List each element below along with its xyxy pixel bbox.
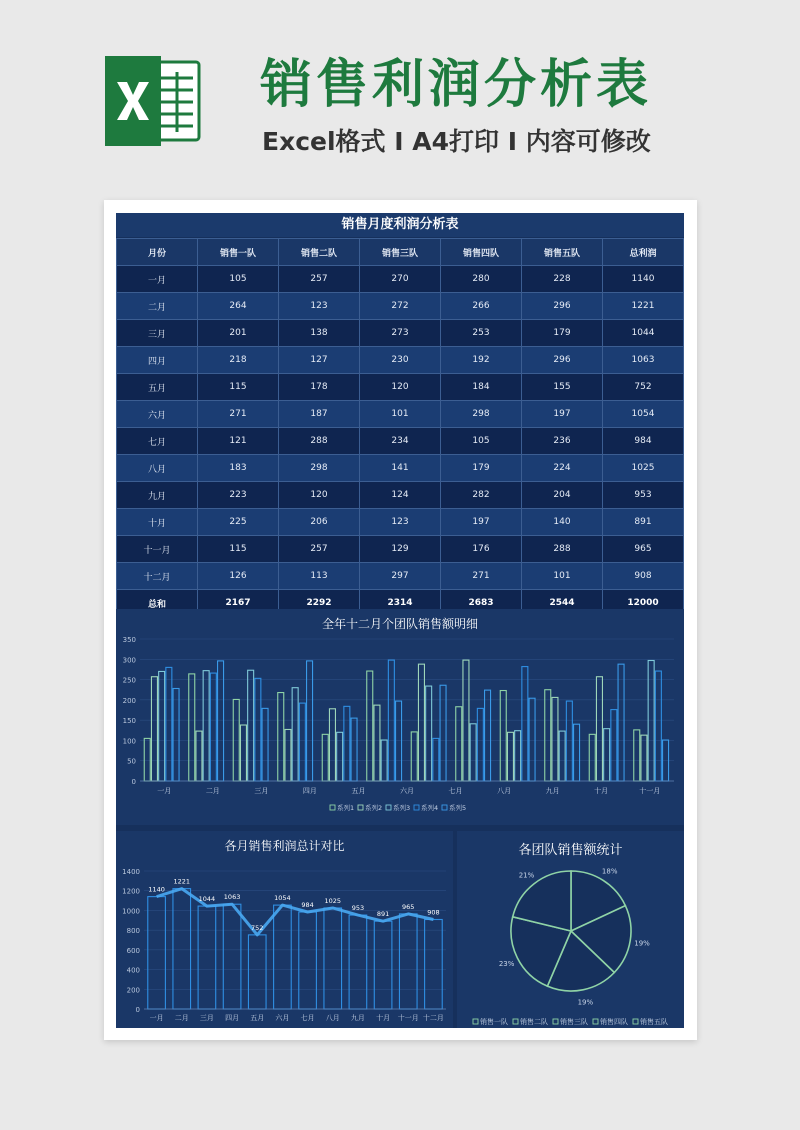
table-row bbox=[117, 347, 684, 374]
table-cell: 101 bbox=[522, 563, 603, 590]
table-cell: 126 bbox=[198, 563, 279, 590]
data-label: 965 bbox=[402, 902, 415, 911]
total-bar bbox=[248, 935, 266, 1009]
x-tick-label: 二月 bbox=[174, 1014, 189, 1022]
y-tick-label: 1000 bbox=[122, 907, 140, 916]
y-tick-label: 100 bbox=[122, 737, 136, 746]
bar-2 bbox=[641, 735, 647, 781]
excel-logo-icon bbox=[103, 56, 201, 146]
table-cell: 五月 bbox=[117, 374, 198, 401]
table-cell: 270 bbox=[360, 266, 441, 293]
bar-5 bbox=[307, 661, 313, 781]
x-tick-label: 九月 bbox=[350, 1014, 365, 1022]
table-cell: 1063 bbox=[603, 347, 684, 374]
table-cell: 六月 bbox=[117, 401, 198, 428]
page-subtitle: Excel格式 I A4打印 I 内容可修改 bbox=[262, 127, 651, 156]
bar-1 bbox=[411, 732, 417, 781]
team-pie-chart-box bbox=[457, 831, 684, 1028]
bar-3 bbox=[203, 671, 209, 781]
header bbox=[0, 0, 800, 200]
table-cell: 223 bbox=[198, 482, 279, 509]
column-header: 销售一队 bbox=[198, 239, 279, 266]
line-chart-title: 各月销售利润总计对比 bbox=[224, 839, 345, 853]
bar-4 bbox=[566, 701, 572, 781]
table-cell: 1221 bbox=[603, 293, 684, 320]
y-tick-label: 0 bbox=[131, 778, 136, 786]
table-cell: 二月 bbox=[117, 293, 198, 320]
legend-label: 销售四队 bbox=[600, 1018, 628, 1026]
y-tick-label: 350 bbox=[122, 636, 136, 644]
table-cell: 280 bbox=[441, 266, 522, 293]
table-cell: 272 bbox=[360, 293, 441, 320]
x-tick-label: 十月 bbox=[376, 1014, 391, 1022]
bar-4 bbox=[655, 671, 661, 781]
page-title: 销售利润分析表 bbox=[260, 55, 653, 115]
bar-5 bbox=[485, 690, 491, 781]
table-cell: 1140 bbox=[603, 266, 684, 293]
table-cell: 115 bbox=[198, 374, 279, 401]
bar-2 bbox=[463, 660, 469, 781]
x-tick-label: 一月 bbox=[149, 1014, 164, 1022]
table-cell: 123 bbox=[279, 293, 360, 320]
table-cell: 257 bbox=[279, 536, 360, 563]
total-bar bbox=[198, 906, 216, 1009]
total-cell: 2167 bbox=[198, 590, 279, 617]
table-cell: 206 bbox=[279, 509, 360, 536]
table-cell: 七月 bbox=[117, 428, 198, 455]
bar-2 bbox=[151, 677, 157, 781]
table-cell: 197 bbox=[522, 401, 603, 428]
table-cell: 253 bbox=[441, 320, 522, 347]
legend-swatch bbox=[386, 805, 391, 810]
pie-percent-label: 19% bbox=[634, 939, 650, 948]
total-bar bbox=[349, 915, 367, 1009]
data-label: 1140 bbox=[148, 885, 165, 894]
y-tick-label: 1200 bbox=[122, 887, 140, 896]
x-tick-label: 七月 bbox=[300, 1014, 315, 1022]
bar-3 bbox=[470, 724, 476, 781]
table-cell: 140 bbox=[522, 509, 603, 536]
table-cell: 105 bbox=[198, 266, 279, 293]
bar-3 bbox=[604, 729, 610, 781]
table-cell: 123 bbox=[360, 509, 441, 536]
team-pie-chart bbox=[457, 831, 684, 1028]
data-label: 1221 bbox=[173, 877, 191, 886]
data-label: 891 bbox=[376, 910, 390, 919]
legend-label: 系列1 bbox=[337, 804, 355, 812]
x-tick-label: 三月 bbox=[199, 1014, 214, 1022]
x-tick-label: 五月 bbox=[351, 787, 366, 795]
legend-swatch bbox=[330, 805, 335, 810]
table-row bbox=[117, 563, 684, 590]
table-cell: 230 bbox=[360, 347, 441, 374]
table-cell: 一月 bbox=[117, 266, 198, 293]
y-tick-label: 50 bbox=[127, 757, 136, 766]
legend-label: 系列4 bbox=[421, 804, 439, 812]
bar-4 bbox=[210, 673, 216, 781]
y-tick-label: 300 bbox=[122, 656, 136, 665]
total-cell: 2683 bbox=[441, 590, 522, 617]
total-bar bbox=[299, 912, 317, 1009]
document-sheet bbox=[104, 200, 697, 1040]
total-bar bbox=[223, 904, 241, 1009]
pie-chart-title: 各团队销售额统计 bbox=[518, 843, 623, 858]
table-cell: 127 bbox=[279, 347, 360, 374]
table-cell: 752 bbox=[603, 374, 684, 401]
pie-percent-label: 21% bbox=[518, 871, 535, 880]
table-header-row bbox=[117, 239, 684, 266]
legend-label: 销售三队 bbox=[560, 1018, 588, 1026]
table-cell: 十月 bbox=[117, 509, 198, 536]
bar-2 bbox=[552, 697, 558, 781]
bar-1 bbox=[589, 734, 595, 781]
bar-5 bbox=[618, 664, 624, 781]
total-bar bbox=[274, 905, 292, 1009]
legend-swatch bbox=[473, 1019, 478, 1024]
bar-4 bbox=[522, 667, 528, 781]
bar-5 bbox=[396, 701, 402, 781]
legend-label: 系列5 bbox=[449, 804, 467, 812]
bar-5 bbox=[173, 688, 179, 781]
table-cell: 273 bbox=[360, 320, 441, 347]
legend-swatch bbox=[633, 1019, 638, 1024]
bar-3 bbox=[248, 670, 254, 781]
x-tick-label: 十月 bbox=[594, 787, 609, 795]
total-cell: 2544 bbox=[522, 590, 603, 617]
bar-5 bbox=[574, 724, 580, 781]
bar-1 bbox=[456, 707, 462, 781]
bar-4 bbox=[255, 678, 261, 781]
bar-4 bbox=[477, 708, 483, 781]
table-cell: 236 bbox=[522, 428, 603, 455]
table-cell: 271 bbox=[198, 401, 279, 428]
column-header: 总利润 bbox=[603, 239, 684, 266]
legend-swatch bbox=[358, 805, 363, 810]
bar-3 bbox=[515, 731, 521, 781]
column-header: 销售四队 bbox=[441, 239, 522, 266]
table-row bbox=[117, 482, 684, 509]
total-cell: 总和 bbox=[117, 590, 198, 617]
table-cell: 218 bbox=[198, 347, 279, 374]
y-tick-label: 400 bbox=[126, 966, 140, 975]
table-cell: 三月 bbox=[117, 320, 198, 347]
bar-1 bbox=[278, 693, 284, 781]
table-row bbox=[117, 536, 684, 563]
bar-5 bbox=[218, 661, 224, 781]
table-cell: 298 bbox=[279, 455, 360, 482]
bar-2 bbox=[374, 705, 380, 781]
bar-2 bbox=[507, 732, 513, 781]
bar-4 bbox=[166, 667, 172, 781]
total-cell: 2292 bbox=[279, 590, 360, 617]
table-cell: 257 bbox=[279, 266, 360, 293]
table-cell: 891 bbox=[603, 509, 684, 536]
table-cell: 141 bbox=[360, 455, 441, 482]
table-cell: 228 bbox=[522, 266, 603, 293]
x-tick-label: 一月 bbox=[157, 787, 172, 795]
bar-2 bbox=[196, 731, 202, 781]
y-tick-label: 150 bbox=[122, 717, 136, 726]
dashboard-panel bbox=[116, 213, 684, 1028]
table-cell: 十一月 bbox=[117, 536, 198, 563]
bar-1 bbox=[367, 671, 373, 781]
team-bar-chart bbox=[116, 609, 684, 825]
team-bar-chart-box bbox=[116, 609, 684, 825]
table-cell: 124 bbox=[360, 482, 441, 509]
table-cell: 1044 bbox=[603, 320, 684, 347]
table-cell: 187 bbox=[279, 401, 360, 428]
table-cell: 176 bbox=[441, 536, 522, 563]
y-tick-label: 0 bbox=[135, 1006, 140, 1014]
x-tick-label: 十一月 bbox=[639, 787, 661, 795]
bar-2 bbox=[329, 709, 335, 781]
x-tick-label: 三月 bbox=[254, 787, 269, 795]
bar-4 bbox=[299, 703, 305, 781]
legend-swatch bbox=[513, 1019, 518, 1024]
bar-chart-title: 全年十二月个团队销售额明细 bbox=[321, 617, 478, 631]
x-tick-label: 七月 bbox=[448, 787, 463, 795]
table-cell: 179 bbox=[441, 455, 522, 482]
table-cell: 155 bbox=[522, 374, 603, 401]
bar-5 bbox=[262, 708, 268, 781]
table-cell: 298 bbox=[441, 401, 522, 428]
table-cell: 296 bbox=[522, 293, 603, 320]
y-tick-label: 200 bbox=[122, 696, 136, 705]
column-header: 月份 bbox=[117, 239, 198, 266]
bar-3 bbox=[159, 671, 165, 781]
total-bar bbox=[324, 908, 342, 1009]
table-cell: 224 bbox=[522, 455, 603, 482]
bar-3 bbox=[426, 686, 432, 781]
table-cell: 197 bbox=[441, 509, 522, 536]
table-cell: 十二月 bbox=[117, 563, 198, 590]
bar-1 bbox=[634, 730, 640, 781]
table-title: 销售月度利润分析表 bbox=[116, 213, 684, 237]
table-cell: 204 bbox=[522, 482, 603, 509]
bar-1 bbox=[500, 691, 506, 781]
x-tick-label: 八月 bbox=[325, 1014, 340, 1022]
table-cell: 105 bbox=[441, 428, 522, 455]
table-row bbox=[117, 266, 684, 293]
table-cell: 225 bbox=[198, 509, 279, 536]
table-cell: 1054 bbox=[603, 401, 684, 428]
table-cell: 121 bbox=[198, 428, 279, 455]
total-cell: 2314 bbox=[360, 590, 441, 617]
table-cell: 120 bbox=[360, 374, 441, 401]
table-cell: 266 bbox=[441, 293, 522, 320]
table-cell: 四月 bbox=[117, 347, 198, 374]
bar-3 bbox=[337, 732, 343, 781]
table-row bbox=[117, 374, 684, 401]
data-label: 953 bbox=[351, 904, 365, 913]
table-row bbox=[117, 428, 684, 455]
legend-label: 系列3 bbox=[393, 804, 411, 812]
table-cell: 138 bbox=[279, 320, 360, 347]
table-cell: 953 bbox=[603, 482, 684, 509]
x-tick-label: 十二月 bbox=[422, 1014, 444, 1022]
bar-1 bbox=[144, 738, 150, 781]
table-cell: 984 bbox=[603, 428, 684, 455]
bar-3 bbox=[648, 661, 654, 781]
x-tick-label: 八月 bbox=[497, 787, 512, 795]
bar-3 bbox=[559, 731, 565, 781]
table-row bbox=[117, 509, 684, 536]
profit-line-chart bbox=[116, 831, 453, 1028]
x-tick-label: 二月 bbox=[205, 787, 220, 795]
profit-table bbox=[116, 238, 684, 617]
legend-label: 系列2 bbox=[365, 804, 383, 812]
x-tick-label: 九月 bbox=[545, 787, 560, 795]
y-tick-label: 250 bbox=[122, 676, 136, 685]
pie-percent-label: 19% bbox=[577, 998, 594, 1007]
total-bar bbox=[173, 889, 191, 1009]
table-cell: 184 bbox=[441, 374, 522, 401]
table-cell: 101 bbox=[360, 401, 441, 428]
legend-label: 销售五队 bbox=[640, 1018, 668, 1026]
table-cell: 965 bbox=[603, 536, 684, 563]
bar-1 bbox=[322, 734, 328, 781]
total-bar bbox=[425, 919, 443, 1009]
legend-swatch bbox=[553, 1019, 558, 1024]
y-tick-label: 200 bbox=[126, 986, 140, 995]
pie-percent-label: 23% bbox=[498, 960, 515, 969]
table-cell: 908 bbox=[603, 563, 684, 590]
table-cell: 120 bbox=[279, 482, 360, 509]
table-cell: 192 bbox=[441, 347, 522, 374]
data-label: 1025 bbox=[324, 896, 342, 905]
legend-label: 销售二队 bbox=[520, 1018, 548, 1026]
table-cell: 183 bbox=[198, 455, 279, 482]
table-row bbox=[117, 401, 684, 428]
table-row bbox=[117, 293, 684, 320]
bar-2 bbox=[596, 677, 602, 781]
pie-percent-label: 18% bbox=[601, 867, 618, 876]
y-tick-label: 600 bbox=[126, 946, 140, 955]
bar-1 bbox=[545, 690, 551, 781]
data-label: 1054 bbox=[274, 894, 291, 903]
bar-3 bbox=[292, 688, 298, 781]
x-tick-label: 十一月 bbox=[397, 1014, 419, 1022]
table-cell: 八月 bbox=[117, 455, 198, 482]
table-cell: 296 bbox=[522, 347, 603, 374]
table-cell: 288 bbox=[522, 536, 603, 563]
bar-2 bbox=[418, 664, 424, 781]
bar-2 bbox=[240, 725, 246, 781]
bar-4 bbox=[388, 660, 394, 781]
bar-2 bbox=[285, 729, 291, 781]
table-cell: 178 bbox=[279, 374, 360, 401]
x-tick-label: 四月 bbox=[302, 787, 317, 795]
bar-1 bbox=[189, 674, 195, 781]
table-cell: 271 bbox=[441, 563, 522, 590]
legend-swatch bbox=[593, 1019, 598, 1024]
table-cell: 264 bbox=[198, 293, 279, 320]
column-header: 销售五队 bbox=[522, 239, 603, 266]
table-cell: 115 bbox=[198, 536, 279, 563]
y-tick-label: 1400 bbox=[122, 868, 140, 876]
table-cell: 297 bbox=[360, 563, 441, 590]
table-cell: 288 bbox=[279, 428, 360, 455]
table-cell: 234 bbox=[360, 428, 441, 455]
legend-swatch bbox=[414, 805, 419, 810]
table-cell: 九月 bbox=[117, 482, 198, 509]
table-cell: 129 bbox=[360, 536, 441, 563]
total-bar bbox=[148, 897, 166, 1009]
total-cell: 12000 bbox=[603, 590, 684, 617]
data-label: 984 bbox=[301, 901, 314, 910]
total-bar bbox=[374, 921, 392, 1009]
x-tick-label: 四月 bbox=[225, 1014, 240, 1022]
legend-label: 销售一队 bbox=[480, 1018, 508, 1026]
y-tick-label: 800 bbox=[126, 927, 140, 936]
data-label: 752 bbox=[251, 923, 264, 932]
column-header: 销售二队 bbox=[279, 239, 360, 266]
table-cell: 201 bbox=[198, 320, 279, 347]
x-tick-label: 五月 bbox=[250, 1014, 265, 1022]
bar-5 bbox=[529, 698, 535, 781]
bar-5 bbox=[351, 718, 357, 781]
bar-4 bbox=[344, 706, 350, 781]
data-label: 908 bbox=[427, 908, 440, 917]
data-label: 1044 bbox=[198, 895, 216, 904]
table-row bbox=[117, 455, 684, 482]
table-cell: 113 bbox=[279, 563, 360, 590]
x-tick-label: 六月 bbox=[400, 787, 414, 795]
table-row bbox=[117, 320, 684, 347]
legend-swatch bbox=[442, 805, 447, 810]
column-header: 销售三队 bbox=[360, 239, 441, 266]
bar-4 bbox=[433, 738, 439, 781]
x-tick-label: 六月 bbox=[275, 1014, 290, 1022]
table-cell: 179 bbox=[522, 320, 603, 347]
profit-line-chart-box bbox=[116, 831, 453, 1028]
table-cell: 1025 bbox=[603, 455, 684, 482]
total-bar bbox=[399, 914, 417, 1009]
data-label: 1063 bbox=[223, 893, 241, 902]
table-cell: 282 bbox=[441, 482, 522, 509]
